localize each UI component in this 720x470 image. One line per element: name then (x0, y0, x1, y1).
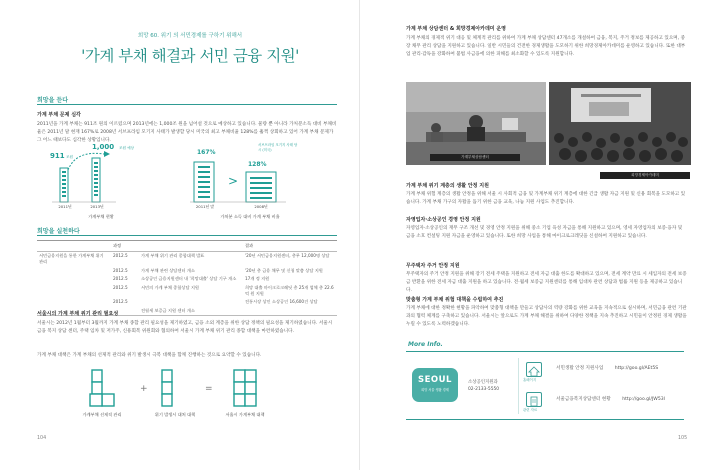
seoul-logo-sub: 희망 서울 생활 경제 (421, 388, 449, 392)
info-link-1-label: 서민생활 안정 지원사업 (556, 366, 604, 371)
paragraph-housing: 무주택자의 주거 안정 지원을 위해 장기 전세 주택을 지원하고 전세 자금 대출 한도를 확대하고 있으며, 전세 계약 만료 시 세입자의 전세 보증금 반환을 위한 전세 자금 대출 지원을 하고 있습니다. 전·월세 보증금 지원센터를 통해 임대차 관련 상담과 법률 지원 등을 제공하고 있습니다. (406, 272, 687, 293)
paragraph-custom-plan: 가계 부채에 대한 정확한 현황을 파악하여 맞춤형 대책을 만들고 상담사의 역량 강화를 위한 교육을 지속적으로 실시하며, 서민금융 관련 기관과의 협력 체계를 구축하고 있습니다. 서울시는 앞으로도 가계 부채 해결을 위하여 다양한 정책을 지속 추진하고 시민들이 안정된 경제 생활을 누릴 수 있도록 노력하겠습니다. (406, 306, 687, 327)
subheading-debt-problem: 가계 부채 문제 심각 (37, 112, 81, 118)
subheading-necessity: 서울시의 가계 부채 위기 관리 필요성 (37, 311, 119, 317)
photo-academy (549, 82, 691, 165)
ratio-year-korea: 2011년 말 (195, 204, 215, 209)
paragraph-small-business: 자영업자·소상공인의 재무 구조 개선 및 경영 안정 지원을 위해 중소 기업 육성 자금을 통해 지원하고 있으며, 영세 자영업자의 보증·융자 및 금융 소호 컨설팅 지원 자금을 운영하고 있습니다. 또한 희망 사업을 통해 마이크로크레딧을 신설하여 지원하고 있습니다. (406, 226, 683, 239)
document-icon-label: 관련 자료 (523, 408, 538, 412)
info-link-1-url[interactable]: http://goo.gl/AEt5S (614, 366, 659, 371)
table-header-result: 결과 (243, 241, 337, 252)
paragraph-debt-problem: 2011년을 가계 부채는 911조 원의 이르렀으며 2013년에는 1,000조 원을 넘어설 것으로 예상하고 있습니다. 물량 뿐 아니라 가처분소득 대비 부채비율은 2011년 말 현재 167%로 2008년 서브프라임 모기지 사태가 발생할 당시 미국의 최고 부채비율 128%를 훌쩍 상회하고 있어 가계 부채 문제가 그 어느 때보다도 심각한 상황입니다. (37, 122, 337, 143)
paragraph-counseling: 가계 부채의 경제적 위기 대응 및 체계적 관리를 위하여 가계 부채 상담센터 47개소를 개설하여 금융, 복지, 주거 정보를 제공하고 있으며, 중장 채무 관리 상담을 지원하고 있습니다. 일반 시민들의 건전한 경제생활을 도모하기 위한 희망경제아카데미를 운영하고 있습니다. 또한 대부업 관리·감독을 강화하여 불법 사금융에 의한 피해를 최소화할 수 있도록 지원합니다. (406, 36, 686, 57)
table-row: 2012.5 가계 부채 관련 상담센터 개소 '20년 총 금융 채무 및 신청 맞춤 상담 지원 (113, 267, 323, 273)
right-page (360, 0, 720, 470)
progress-table (37, 240, 337, 316)
home-icon-label: 홈페이지 (523, 378, 537, 382)
department-phone: 02-2133-5550 (468, 387, 500, 392)
caption-crisis: 위기 발생시 대처 대책 (154, 412, 196, 417)
page-number-left: 104 (37, 436, 47, 441)
info-link-2-url[interactable]: http://goo.gl/JW53l (622, 397, 665, 402)
info-link-2[interactable] (556, 396, 665, 402)
section-heading-listen: 희망을 듣다 (37, 97, 69, 104)
info-link-2-label: 서울금융복지상담센터 현황 (556, 397, 611, 402)
subheading-counseling: 가계 부채 상담센터 & 희망경제아카데미 운영 (406, 26, 507, 32)
photo-counseling-center-image (406, 82, 546, 165)
greater-than-icon: > (228, 174, 239, 188)
value-1000: 1,000 (92, 143, 115, 151)
caption-debt-status: 가계부채 현황 (88, 214, 114, 219)
caption-counseling-center: 가계부채상담센터 (430, 154, 520, 161)
caption-academy: 희망경제아카데미 (600, 172, 690, 179)
table-header-process: 과정 (111, 241, 139, 252)
kicker: 희망 60. 위기 의 서민경제를 구하기 위해서 (137, 33, 243, 39)
ratio-value-us: 128% (248, 161, 267, 168)
page-title: '가계 부채 해결과 서민 금융 지원' (81, 47, 299, 65)
table-header-process-detail (139, 241, 243, 252)
photo-counseling-center (406, 82, 546, 165)
info-divider (518, 358, 519, 414)
ratio-note: 서브프라임 모기지 사태 당시 (미국) (258, 143, 298, 152)
paragraph-livelihood: 가계 부채 위험 계층의 생활 안정을 위해 서울 시 사회적 금융 및 가계부채 위기 계층에 대한 긴급 생활 자금 지원 및 신용 회복을 도모하고 있습니다. 가계 부채 가구의 자활을 돕기 위한 금융 교육, 나눔 지원 사업도 추진합니다. (406, 192, 686, 205)
policy-diagram (70, 366, 310, 418)
value-911: 911 (50, 152, 65, 160)
table-row: 전월세 보증금 지원 센터 개소 (37, 307, 337, 316)
subheading-housing: 무주택자 주거 안정 지원 (406, 263, 460, 269)
more-info-label: More Info. (408, 341, 443, 348)
table-row: 2012.5 전통시장 상인 소상공인 16,600건 상담 (113, 299, 318, 305)
section-rule (37, 104, 337, 105)
table-row: 2012.5 서민의 가계 부채 종합상담 지원 희망 대출 마이크로크레딧 총 25개 업체 총 22.6억 원 지원 (113, 284, 334, 297)
seoul-logo-text: SEOUL (418, 375, 452, 385)
subheading-custom-plan: 맞춤형 가계 부채 위험 대책을 수립하여 추진 (406, 297, 504, 303)
year-2011: 2011년 (58, 204, 72, 209)
more-info-box (406, 351, 684, 420)
caption-preemptive: 가계부채 선제적 관리 (82, 412, 122, 417)
seoul-logo (412, 368, 458, 402)
debt-ratio-figure (190, 150, 300, 210)
ratio-value-korea: 167% (197, 149, 216, 156)
section-heading-practice: 희망을 실천하다 (37, 228, 80, 235)
table-header-col1 (37, 241, 111, 252)
value-911-unit: 조원 (66, 155, 73, 159)
section-rule-2 (37, 235, 337, 236)
ratio-year-us: 2008년 (254, 204, 268, 209)
caption-seoul-plan: 서울시 가계부채 대책 (225, 412, 265, 417)
year-2013: 2013년 (90, 204, 104, 209)
table-row: 2012.5 소상공인 금융지원센터 내 '희망대출' 상담 기구 개소 17개 정 지원 (113, 276, 270, 282)
home-icon (526, 362, 542, 377)
photo-academy-image (549, 82, 691, 165)
plus-icon: + (140, 384, 148, 394)
table-row: 서민금융지원을 통한 가계부채 위기 관리 2012.5 가계 부채 위기 관리 종합대책 발표 '20년 서민금융지원센터, 총무 12,000명 상담 (39, 253, 330, 265)
info-link-1[interactable] (556, 365, 658, 371)
equals-icon: = (205, 384, 213, 394)
department-name: 소상공인지원과 (468, 380, 498, 385)
paragraph-summary: 가계 부채 대책은 가계 부채의 선제적 관리와 위기 발생시 극복 대책을 함께 진행하는 것으로 요약할 수 있습니다. (37, 353, 262, 358)
paragraph-necessity: 서울시는 2012년 1월부터 3월까지 가계 부채 종합 관리 필요성을 제기하였고, 금융 소외 계층을 위한 상담 정책의 필요성을 제기하였습니다. 서울시 금융 복지 상담 센터, 주택 임차 및 저가주, 신용회복 위원회와 협의하여 서울시 가계 부채 위기 관리 종합 대책을 마련하였습니다. (37, 321, 333, 334)
caption-debt-ratio: 가처분 소득 대비 가계 부채 비율 (220, 214, 280, 219)
subheading-small-business: 자영업자·소상공인 경영 안정 지원 (406, 217, 481, 223)
page-number-right: 105 (678, 436, 688, 441)
subheading-livelihood: 가계 부채 위기 계층의 생활 안정 지원 (406, 183, 489, 189)
value-1000-unit: 조원 예상 (119, 146, 135, 150)
document-icon (526, 392, 542, 407)
